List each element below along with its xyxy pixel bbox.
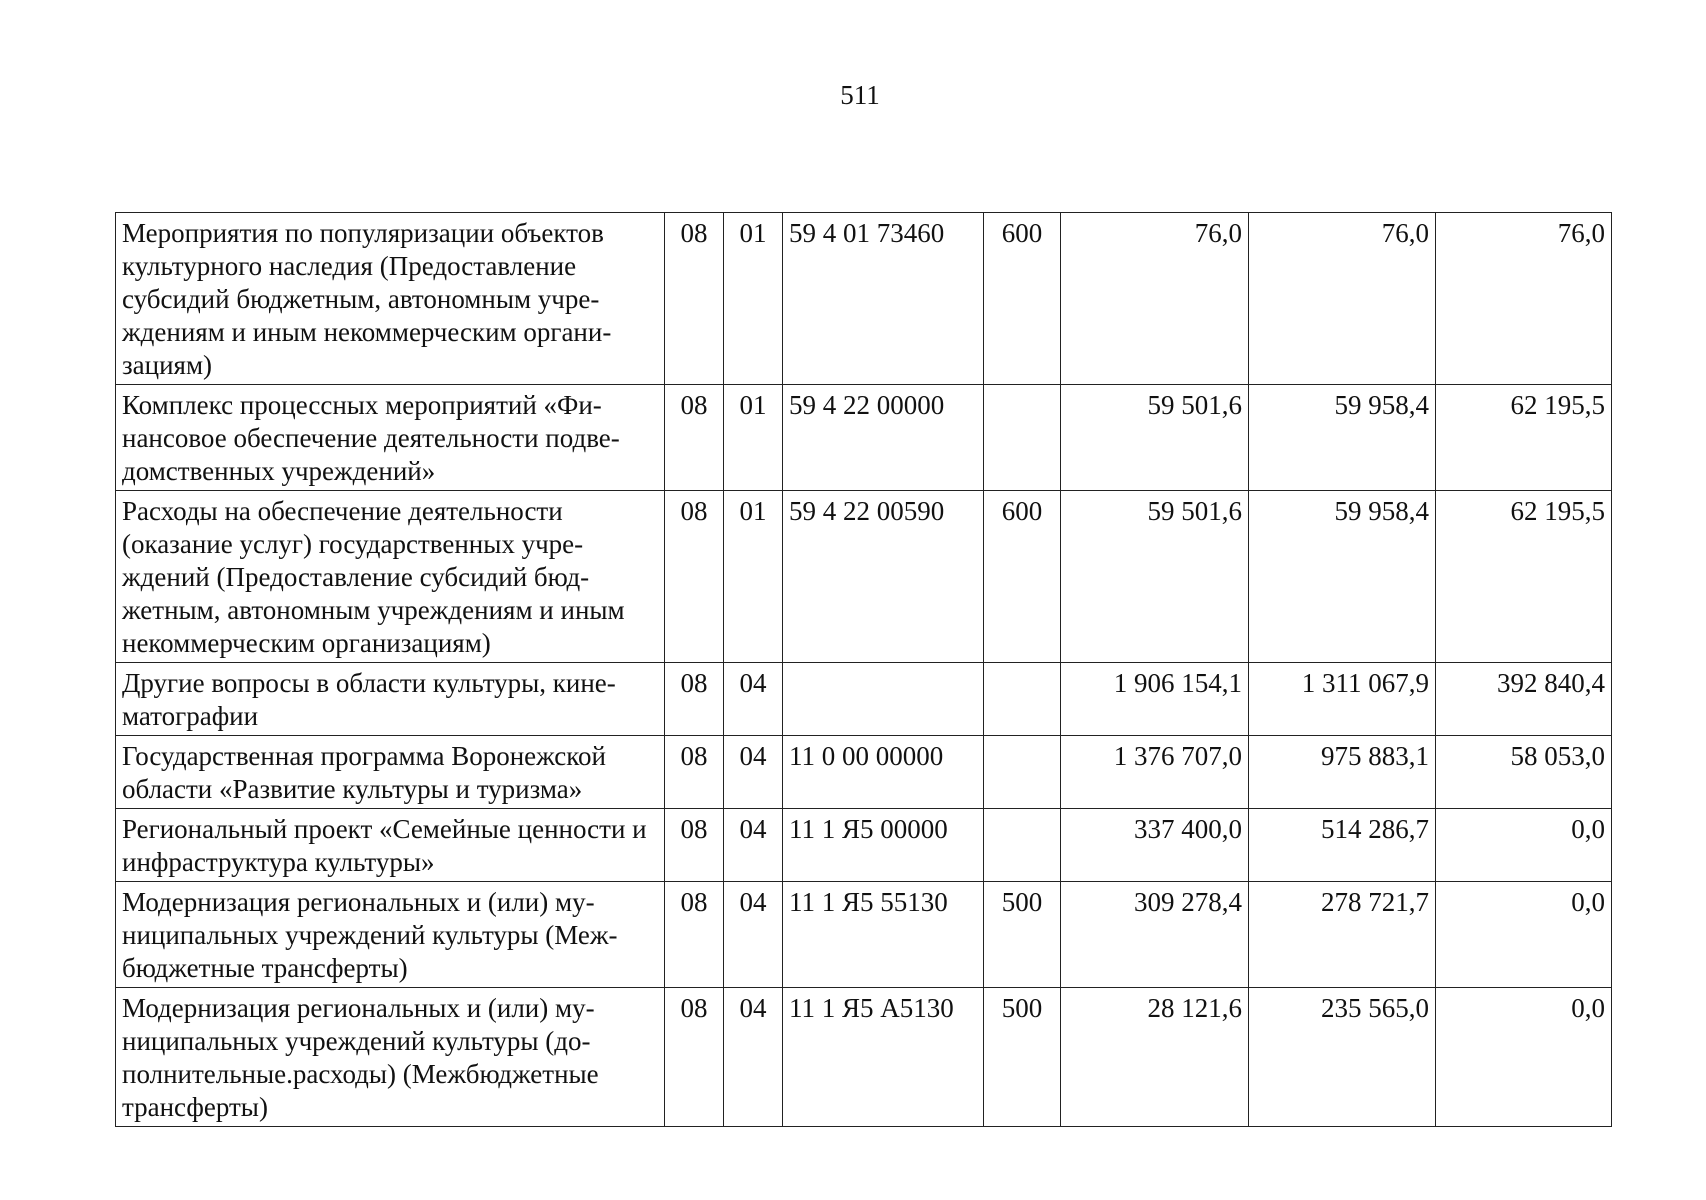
amount-year-1: 337 400,0 xyxy=(1061,809,1249,882)
section-code: 08 xyxy=(665,736,724,809)
amount-year-2: 1 311 067,9 xyxy=(1249,663,1436,736)
subsection-code: 04 xyxy=(724,736,783,809)
amount-year-3: 0,0 xyxy=(1436,882,1612,988)
expense-type-code xyxy=(984,663,1061,736)
subsection-code: 01 xyxy=(724,213,783,385)
amount-year-1: 309 278,4 xyxy=(1061,882,1249,988)
amount-year-1: 28 121,6 xyxy=(1061,988,1249,1127)
expense-type-code xyxy=(984,736,1061,809)
subsection-code: 04 xyxy=(724,882,783,988)
target-article-code: 59 4 01 73460 xyxy=(783,213,984,385)
row-name: Расходы на обеспечение деятельности (оказание услуг) государственных учре-ждений (Предоставление субсидий бюд-жетным, автономным учреждениям и иным некоммерческим организациям) xyxy=(116,491,665,663)
row-name: Региональный проект «Семейные ценности и инфраструктура культуры» xyxy=(116,809,665,882)
amount-year-3: 62 195,5 xyxy=(1436,491,1612,663)
amount-year-1: 1 906 154,1 xyxy=(1061,663,1249,736)
target-article-code: 59 4 22 00590 xyxy=(783,491,984,663)
amount-year-2: 514 286,7 xyxy=(1249,809,1436,882)
target-article-code: 59 4 22 00000 xyxy=(783,385,984,491)
target-article-code: 11 1 Я5 00000 xyxy=(783,809,984,882)
table-row xyxy=(116,213,1612,385)
amount-year-3: 0,0 xyxy=(1436,988,1612,1127)
subsection-code: 01 xyxy=(724,491,783,663)
table-row xyxy=(116,736,1612,809)
subsection-code: 04 xyxy=(724,988,783,1127)
amount-year-2: 59 958,4 xyxy=(1249,491,1436,663)
section-code: 08 xyxy=(665,213,724,385)
page-number: 511 xyxy=(840,80,880,110)
target-article-code: 11 1 Я5 А5130 xyxy=(783,988,984,1127)
section-code: 08 xyxy=(665,385,724,491)
table-row xyxy=(116,663,1612,736)
expense-type-code: 500 xyxy=(984,882,1061,988)
section-code: 08 xyxy=(665,988,724,1127)
amount-year-1: 59 501,6 xyxy=(1061,491,1249,663)
amount-year-2: 76,0 xyxy=(1249,213,1436,385)
subsection-code: 04 xyxy=(724,663,783,736)
expense-type-code xyxy=(984,809,1061,882)
table-row xyxy=(116,491,1612,663)
expense-type-code: 600 xyxy=(984,491,1061,663)
amount-year-3: 62 195,5 xyxy=(1436,385,1612,491)
row-name: Модернизация региональных и (или) му-ниципальных учреждений культуры (до-полнительные.расходы) (Межбюджетные трансферты) xyxy=(116,988,665,1127)
amount-year-1: 76,0 xyxy=(1061,213,1249,385)
amount-year-2: 278 721,7 xyxy=(1249,882,1436,988)
row-name: Модернизация региональных и (или) му-ниципальных учреждений культуры (Меж-бюджетные трансферты) xyxy=(116,882,665,988)
table-row xyxy=(116,882,1612,988)
section-code: 08 xyxy=(665,809,724,882)
amount-year-3: 58 053,0 xyxy=(1436,736,1612,809)
amount-year-1: 59 501,6 xyxy=(1061,385,1249,491)
amount-year-3: 392 840,4 xyxy=(1436,663,1612,736)
expense-type-code: 600 xyxy=(984,213,1061,385)
amount-year-2: 975 883,1 xyxy=(1249,736,1436,809)
amount-year-1: 1 376 707,0 xyxy=(1061,736,1249,809)
subsection-code: 04 xyxy=(724,809,783,882)
subsection-code: 01 xyxy=(724,385,783,491)
amount-year-2: 59 958,4 xyxy=(1249,385,1436,491)
target-article-code xyxy=(783,663,984,736)
table-row xyxy=(116,988,1612,1127)
section-code: 08 xyxy=(665,663,724,736)
row-name: Другие вопросы в области культуры, кине-матографии xyxy=(116,663,665,736)
table-row xyxy=(116,385,1612,491)
amount-year-3: 0,0 xyxy=(1436,809,1612,882)
row-name: Мероприятия по популяризации объектов культурного наследия (Предоставление субсидий бюджетным, автономным учре-ждениям и иным некоммерческим органи-зациям) xyxy=(116,213,665,385)
section-code: 08 xyxy=(665,491,724,663)
target-article-code: 11 1 Я5 55130 xyxy=(783,882,984,988)
amount-year-2: 235 565,0 xyxy=(1249,988,1436,1127)
table-row xyxy=(116,809,1612,882)
budget-table xyxy=(115,212,1612,1127)
amount-year-3: 76,0 xyxy=(1436,213,1612,385)
expense-type-code xyxy=(984,385,1061,491)
row-name: Государственная программа Воронежской области «Развитие культуры и туризма» xyxy=(116,736,665,809)
row-name: Комплекс процессных мероприятий «Фи-нансовое обеспечение деятельности подве-домственных учреждений» xyxy=(116,385,665,491)
section-code: 08 xyxy=(665,882,724,988)
expense-type-code: 500 xyxy=(984,988,1061,1127)
target-article-code: 11 0 00 00000 xyxy=(783,736,984,809)
